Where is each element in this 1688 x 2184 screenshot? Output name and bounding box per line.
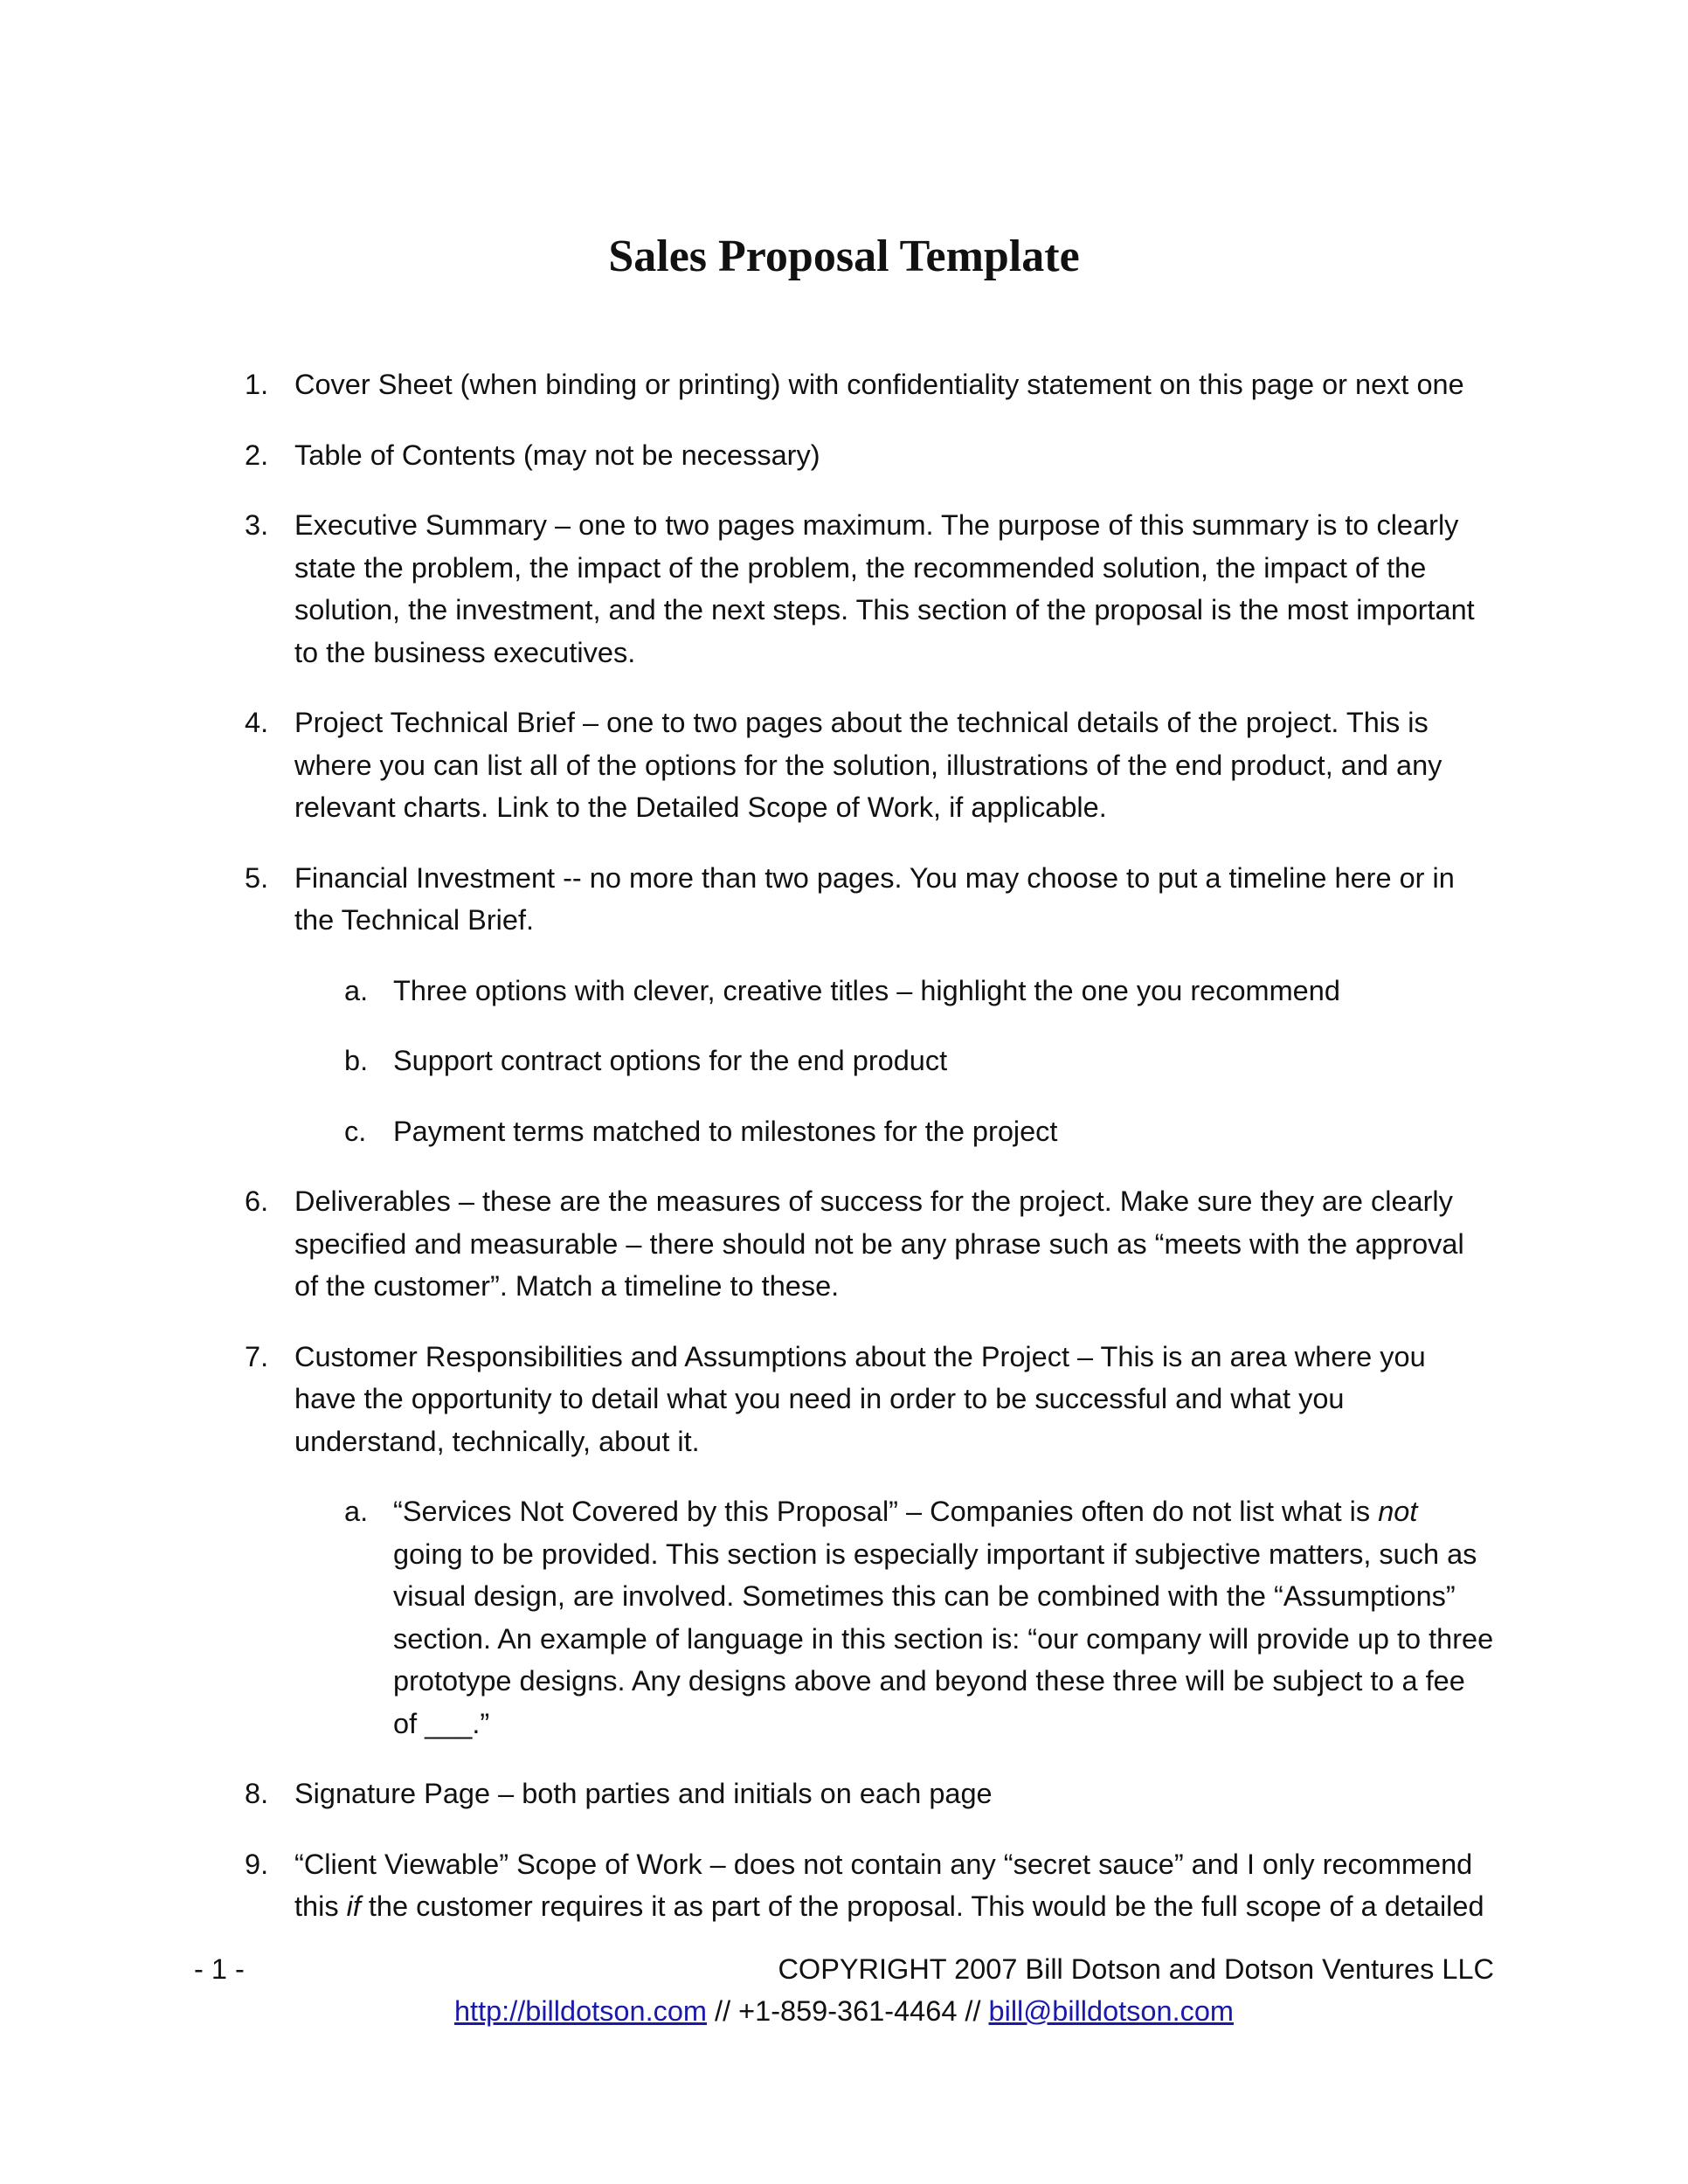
page-title: Sales Proposal Template	[608, 232, 1080, 281]
list-item	[236, 434, 1494, 477]
item-text: Table of Contents (may not be necessary)	[294, 439, 820, 471]
item-text: Customer Responsibilities and Assumptions about the Project – This is an area where you have the opportunity to detail what you need in order to be successful and what you understand, technically, about it.	[294, 1340, 1426, 1457]
item-text: Signature Page – both parties and initials on each page	[294, 1778, 993, 1809]
item-text: Cover Sheet (when binding or printing) with confidentiality statement on this page or next one	[294, 369, 1464, 400]
sub-item-letter: c.	[344, 1115, 367, 1147]
page-number: - 1 -	[194, 1953, 245, 1985]
list-item	[236, 1843, 1494, 1928]
sub-list-item	[344, 1040, 1494, 1082]
sub-item-text: Payment terms matched to milestones for the project	[393, 1115, 1058, 1147]
sub-item-text: Three options with clever, creative titles – highlight the one you recommend	[393, 974, 1340, 1006]
sub-list-item	[344, 1490, 1494, 1745]
item-text: Financial Investment -- no more than two pages. You may choose to put a timeline here or in the Technical Brief.	[294, 861, 1455, 936]
list-item	[236, 1773, 1494, 1815]
emphasis-text: if	[346, 1890, 361, 1922]
website-link[interactable]: http://billdotson.com	[453, 1995, 708, 2027]
item-number: 3.	[245, 509, 269, 541]
email-link[interactable]: bill@billdotson.com	[988, 1995, 1235, 2027]
list-item	[236, 363, 1494, 406]
sub-list	[294, 1490, 1494, 1745]
sub-item-letter: a.	[344, 974, 369, 1006]
list-item	[236, 702, 1494, 829]
sub-item-text: Support contract options for the end product	[393, 1045, 948, 1076]
phone-number: // +1-859-361-4464 //	[707, 1995, 989, 2027]
item-text: Deliverables – these are the measures of success for the project. Make sure they are clearly specified and measurable – there should not be any phrase such as “meets with the approval of the customer”. Match a timeline to these.	[294, 1185, 1464, 1302]
item-text: Executive Summary – one to two pages maximum. The purpose of this summary is to clearly state the problem, the impact of the problem, the recommended solution, the impact of the solution, the investment, and the next steps. This section of the proposal is the most important to the business executives.	[294, 509, 1475, 668]
sub-item-letter: b.	[344, 1045, 369, 1076]
item-number: 8.	[245, 1778, 269, 1809]
footer-contact-line	[0, 1990, 1688, 2032]
proposal-outline-list	[236, 363, 1494, 1956]
item-number: 2.	[245, 439, 269, 471]
emphasis-text: not	[1378, 1496, 1418, 1527]
list-item	[236, 1180, 1494, 1308]
sub-list-item	[344, 1110, 1494, 1153]
item-number: 6.	[245, 1185, 269, 1217]
sub-list-item	[344, 970, 1494, 1013]
list-item	[236, 504, 1494, 674]
item-number: 9.	[245, 1848, 269, 1880]
sub-list	[294, 970, 1494, 1153]
copyright-notice: COPYRIGHT 2007 Bill Dotson and Dotson Ventures LLC	[778, 1953, 1494, 1985]
item-number: 7.	[245, 1340, 269, 1372]
list-item	[236, 857, 1494, 1153]
item-text: Project Technical Brief – one to two pages about the technical details of the project. This is where you can list all of the options for the solution, illustrations of the end product, and any relevant charts. Link to the Detailed Scope of Work, if applicable.	[294, 707, 1442, 823]
sub-item-letter: a.	[344, 1496, 369, 1527]
item-number: 4.	[245, 707, 269, 738]
item-text: “Client Viewable” Scope of Work – does not contain any “secret sauce” and I only recommend this if the customer requires it as part of the proposal. This would be the full scope of a detailed	[294, 1848, 1484, 1922]
list-item	[236, 1336, 1494, 1745]
item-number: 5.	[245, 861, 269, 894]
item-number: 1.	[245, 369, 269, 400]
sub-item-text: “Services Not Covered by this Proposal” – Companies often do not list what is not going to be provided. This section is especially important if subjective matters, such as visual design, are involved. Sometimes this can be combined with the “Assumptions” section. An example of language in this section is: “our company will provide up to three prototype designs. Any designs above and beyond these three will be subject to a fee of ___.”	[393, 1496, 1494, 1739]
